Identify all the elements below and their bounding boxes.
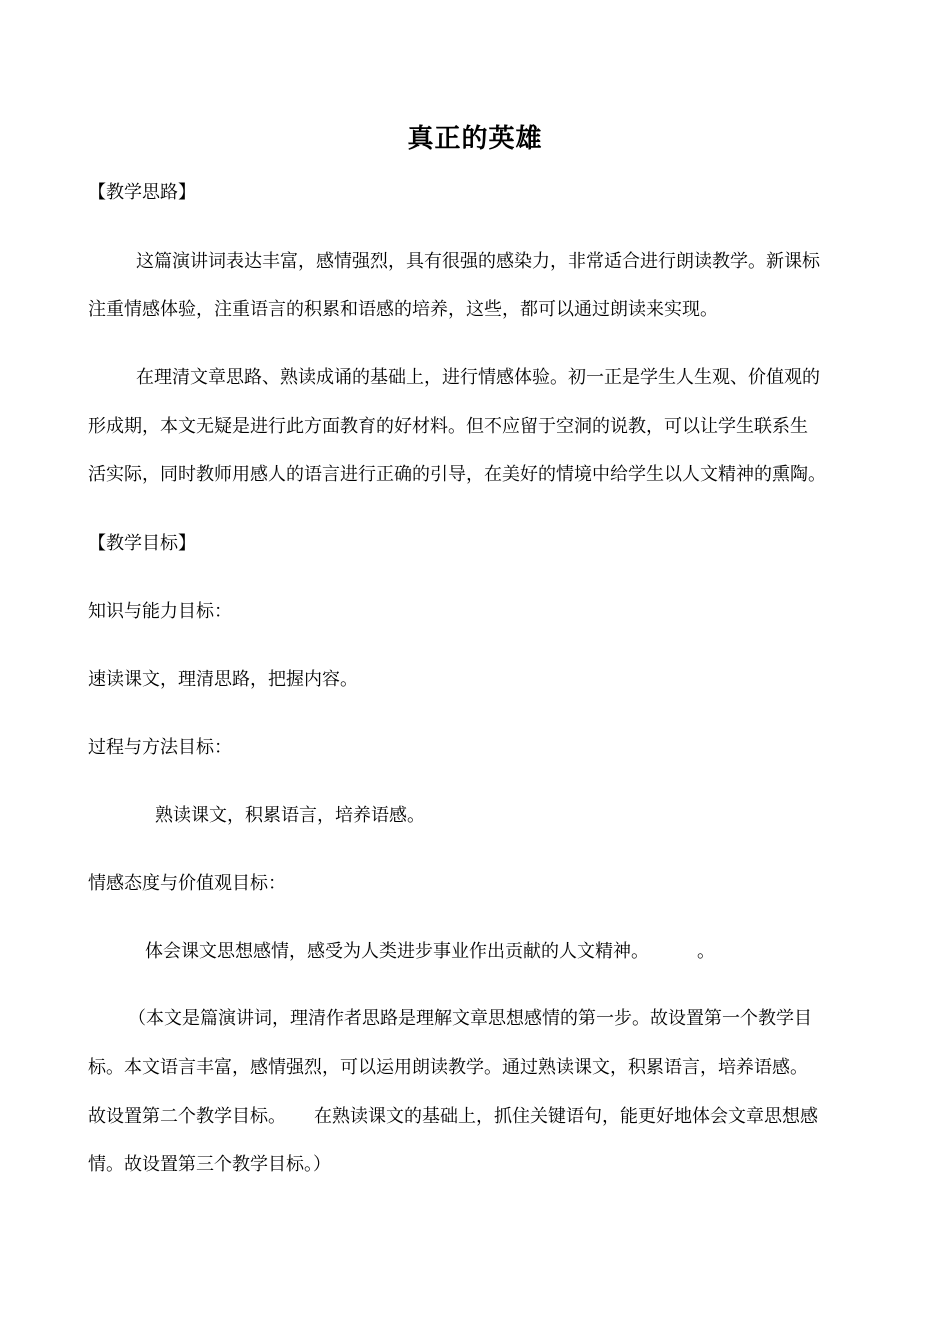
note-line: 标。本文语言丰富，感情强烈，可以运用朗读教学。通过熟读课文，积累语言，培养语感。 <box>88 1057 808 1078</box>
section-heading-teaching-approach: 【教学思路】 <box>88 182 196 203</box>
goal-text-process: 熟读课文，积累语言，培养语感。 <box>155 805 425 826</box>
paragraph-line: 在理清文章思路、熟读成诵的基础上，进行情感体验。初一正是学生人生观、价值观的 <box>136 367 820 388</box>
goal-label-process: 过程与方法目标： <box>88 737 232 758</box>
paragraph-line: 注重情感体验，注重语言的积累和语感的培养，这些，都可以通过朗读来实现。 <box>88 299 718 320</box>
document-title: 真正的英雄 <box>407 124 543 154</box>
goal-text-emotion <box>145 940 925 964</box>
note-line-part-b: 在熟读课文的基础上，抓住关键语句，能更好地体会文章思想感 <box>314 1106 818 1127</box>
goal-text-knowledge: 速读课文，理清思路，把握内容。 <box>88 669 358 690</box>
paragraph-line: 形成期，本文无疑是进行此方面教育的好材料。但不应留于空洞的说教，可以让学生联系生 <box>88 416 808 437</box>
paragraph-line: 活实际，同时教师用感人的语言进行正确的引导，在美好的情境中给学生以人文精神的熏陶。 <box>88 464 826 485</box>
note-line: 情。故设置第三个教学目标。） <box>88 1154 331 1175</box>
goal-label-emotion: 情感态度与价值观目标： <box>88 873 286 894</box>
paragraph-line: 这篇演讲词表达丰富，感情强烈，具有很强的感染力，非常适合进行朗读教学。新课标 <box>136 251 820 272</box>
section-heading-teaching-goals: 【教学目标】 <box>88 533 196 554</box>
goal-text-emotion-body: 体会课文思想感情，感受为人类进步事业作出贡献的人文精神。 <box>145 941 649 962</box>
note-line <box>88 1105 868 1129</box>
goal-text-emotion-trail: 。 <box>697 941 715 962</box>
note-line-part-a: 故设置第二个教学目标。 <box>88 1106 286 1127</box>
note-line: （本文是篇演讲词，理清作者思路是理解文章思想感情的第一步。故设置第一个教学目 <box>128 1008 812 1029</box>
goal-label-knowledge: 知识与能力目标： <box>88 601 232 622</box>
